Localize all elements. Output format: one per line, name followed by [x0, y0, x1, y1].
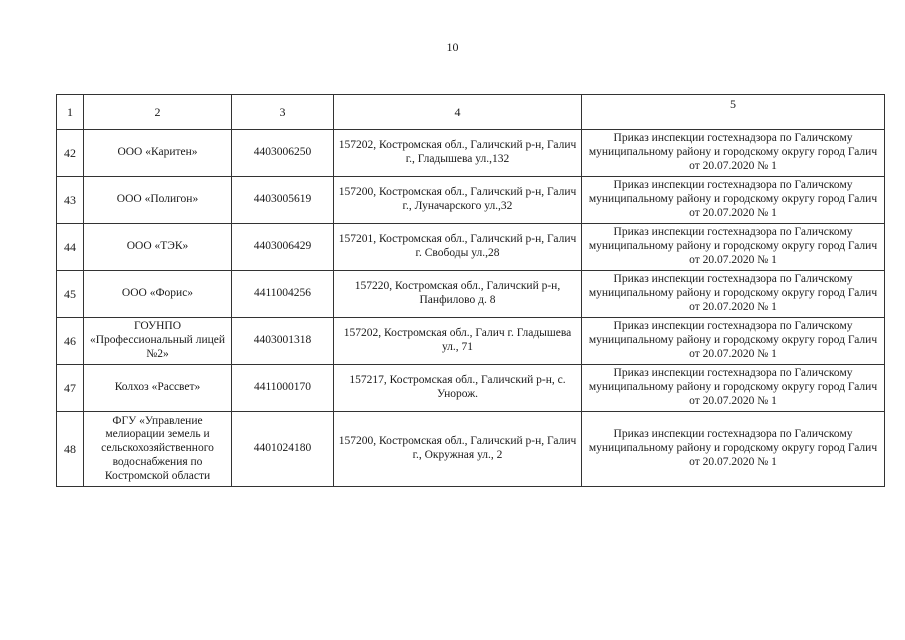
inn-cell: 4411004256 [232, 271, 334, 318]
order-cell: Приказ инспекции гостехнадзора по Галичскому муниципальному району и городскому округу город Галич от 20.07.2020 № 1 [582, 271, 885, 318]
inn-cell: 4403006250 [232, 130, 334, 177]
order-cell: Приказ инспекции гостехнадзора по Галичскому муниципальному району и городскому округу город Галич от 20.07.2020 № 1 [582, 130, 885, 177]
row-number: 46 [57, 318, 84, 365]
table-header-row [57, 95, 885, 130]
table-row [57, 318, 885, 365]
order-cell: Приказ инспекции гостехнадзора по Галичскому муниципальному району и городскому округу город Галич от 20.07.2020 № 1 [582, 224, 885, 271]
table-row [57, 177, 885, 224]
address-cell: 157220, Костромская обл., Галичский р-н, Панфилово д. 8 [334, 271, 582, 318]
inn-cell: 4411000170 [232, 365, 334, 412]
row-number: 48 [57, 412, 84, 487]
table-row [57, 130, 885, 177]
row-number: 47 [57, 365, 84, 412]
address-cell: 157200, Костромская обл., Галичский р-н, Галич г., Луначарского ул.,32 [334, 177, 582, 224]
organization-name: ООО «ТЭК» [84, 224, 232, 271]
column-header: 4 [334, 95, 582, 130]
inn-cell: 4403006429 [232, 224, 334, 271]
organization-name: Колхоз «Рассвет» [84, 365, 232, 412]
order-cell: Приказ инспекции гостехнадзора по Галичскому муниципальному району и городскому округу город Галич от 20.07.2020 № 1 [582, 412, 885, 487]
order-cell: Приказ инспекции гостехнадзора по Галичскому муниципальному району и городскому округу город Галич от 20.07.2020 № 1 [582, 365, 885, 412]
organization-name: ООО «Форис» [84, 271, 232, 318]
address-cell: 157217, Костромская обл., Галичский р-н, с. Унорож. [334, 365, 582, 412]
row-number: 45 [57, 271, 84, 318]
organization-name: ООО «Каритен» [84, 130, 232, 177]
address-cell: 157201, Костромская обл., Галичский р-н, Галич г. Свободы ул.,28 [334, 224, 582, 271]
column-header: 2 [84, 95, 232, 130]
organization-name: ФГУ «Управление мелиорации земель и сельскохозяйственного водоснабжения по Костромской области [84, 412, 232, 487]
table-row [57, 365, 885, 412]
inn-cell: 4403001318 [232, 318, 334, 365]
table-row [57, 271, 885, 318]
row-number: 43 [57, 177, 84, 224]
address-cell: 157200, Костромская обл., Галичский р-н, Галич г., Окружная ул., 2 [334, 412, 582, 487]
table-row [57, 224, 885, 271]
inn-cell: 4401024180 [232, 412, 334, 487]
column-header: 1 [57, 95, 84, 130]
column-header: 5 [582, 95, 885, 130]
organization-name: ООО «Полигон» [84, 177, 232, 224]
registry-table [56, 94, 885, 487]
address-cell: 157202, Костромская обл., Галич г. Гладышева ул., 71 [334, 318, 582, 365]
inn-cell: 4403005619 [232, 177, 334, 224]
address-cell: 157202, Костромская обл., Галичский р-н, Галич г., Гладышева ул.,132 [334, 130, 582, 177]
organization-name: ГОУНПО «Профессиональный лицей №2» [84, 318, 232, 365]
table-row [57, 412, 885, 487]
row-number: 42 [57, 130, 84, 177]
row-number: 44 [57, 224, 84, 271]
column-header: 3 [232, 95, 334, 130]
order-cell: Приказ инспекции гостехнадзора по Галичскому муниципальному району и городскому округу город Галич от 20.07.2020 № 1 [582, 318, 885, 365]
order-cell: Приказ инспекции гостехнадзора по Галичскому муниципальному району и городскому округу город Галич от 20.07.2020 № 1 [582, 177, 885, 224]
page-number: 10 [446, 40, 459, 54]
